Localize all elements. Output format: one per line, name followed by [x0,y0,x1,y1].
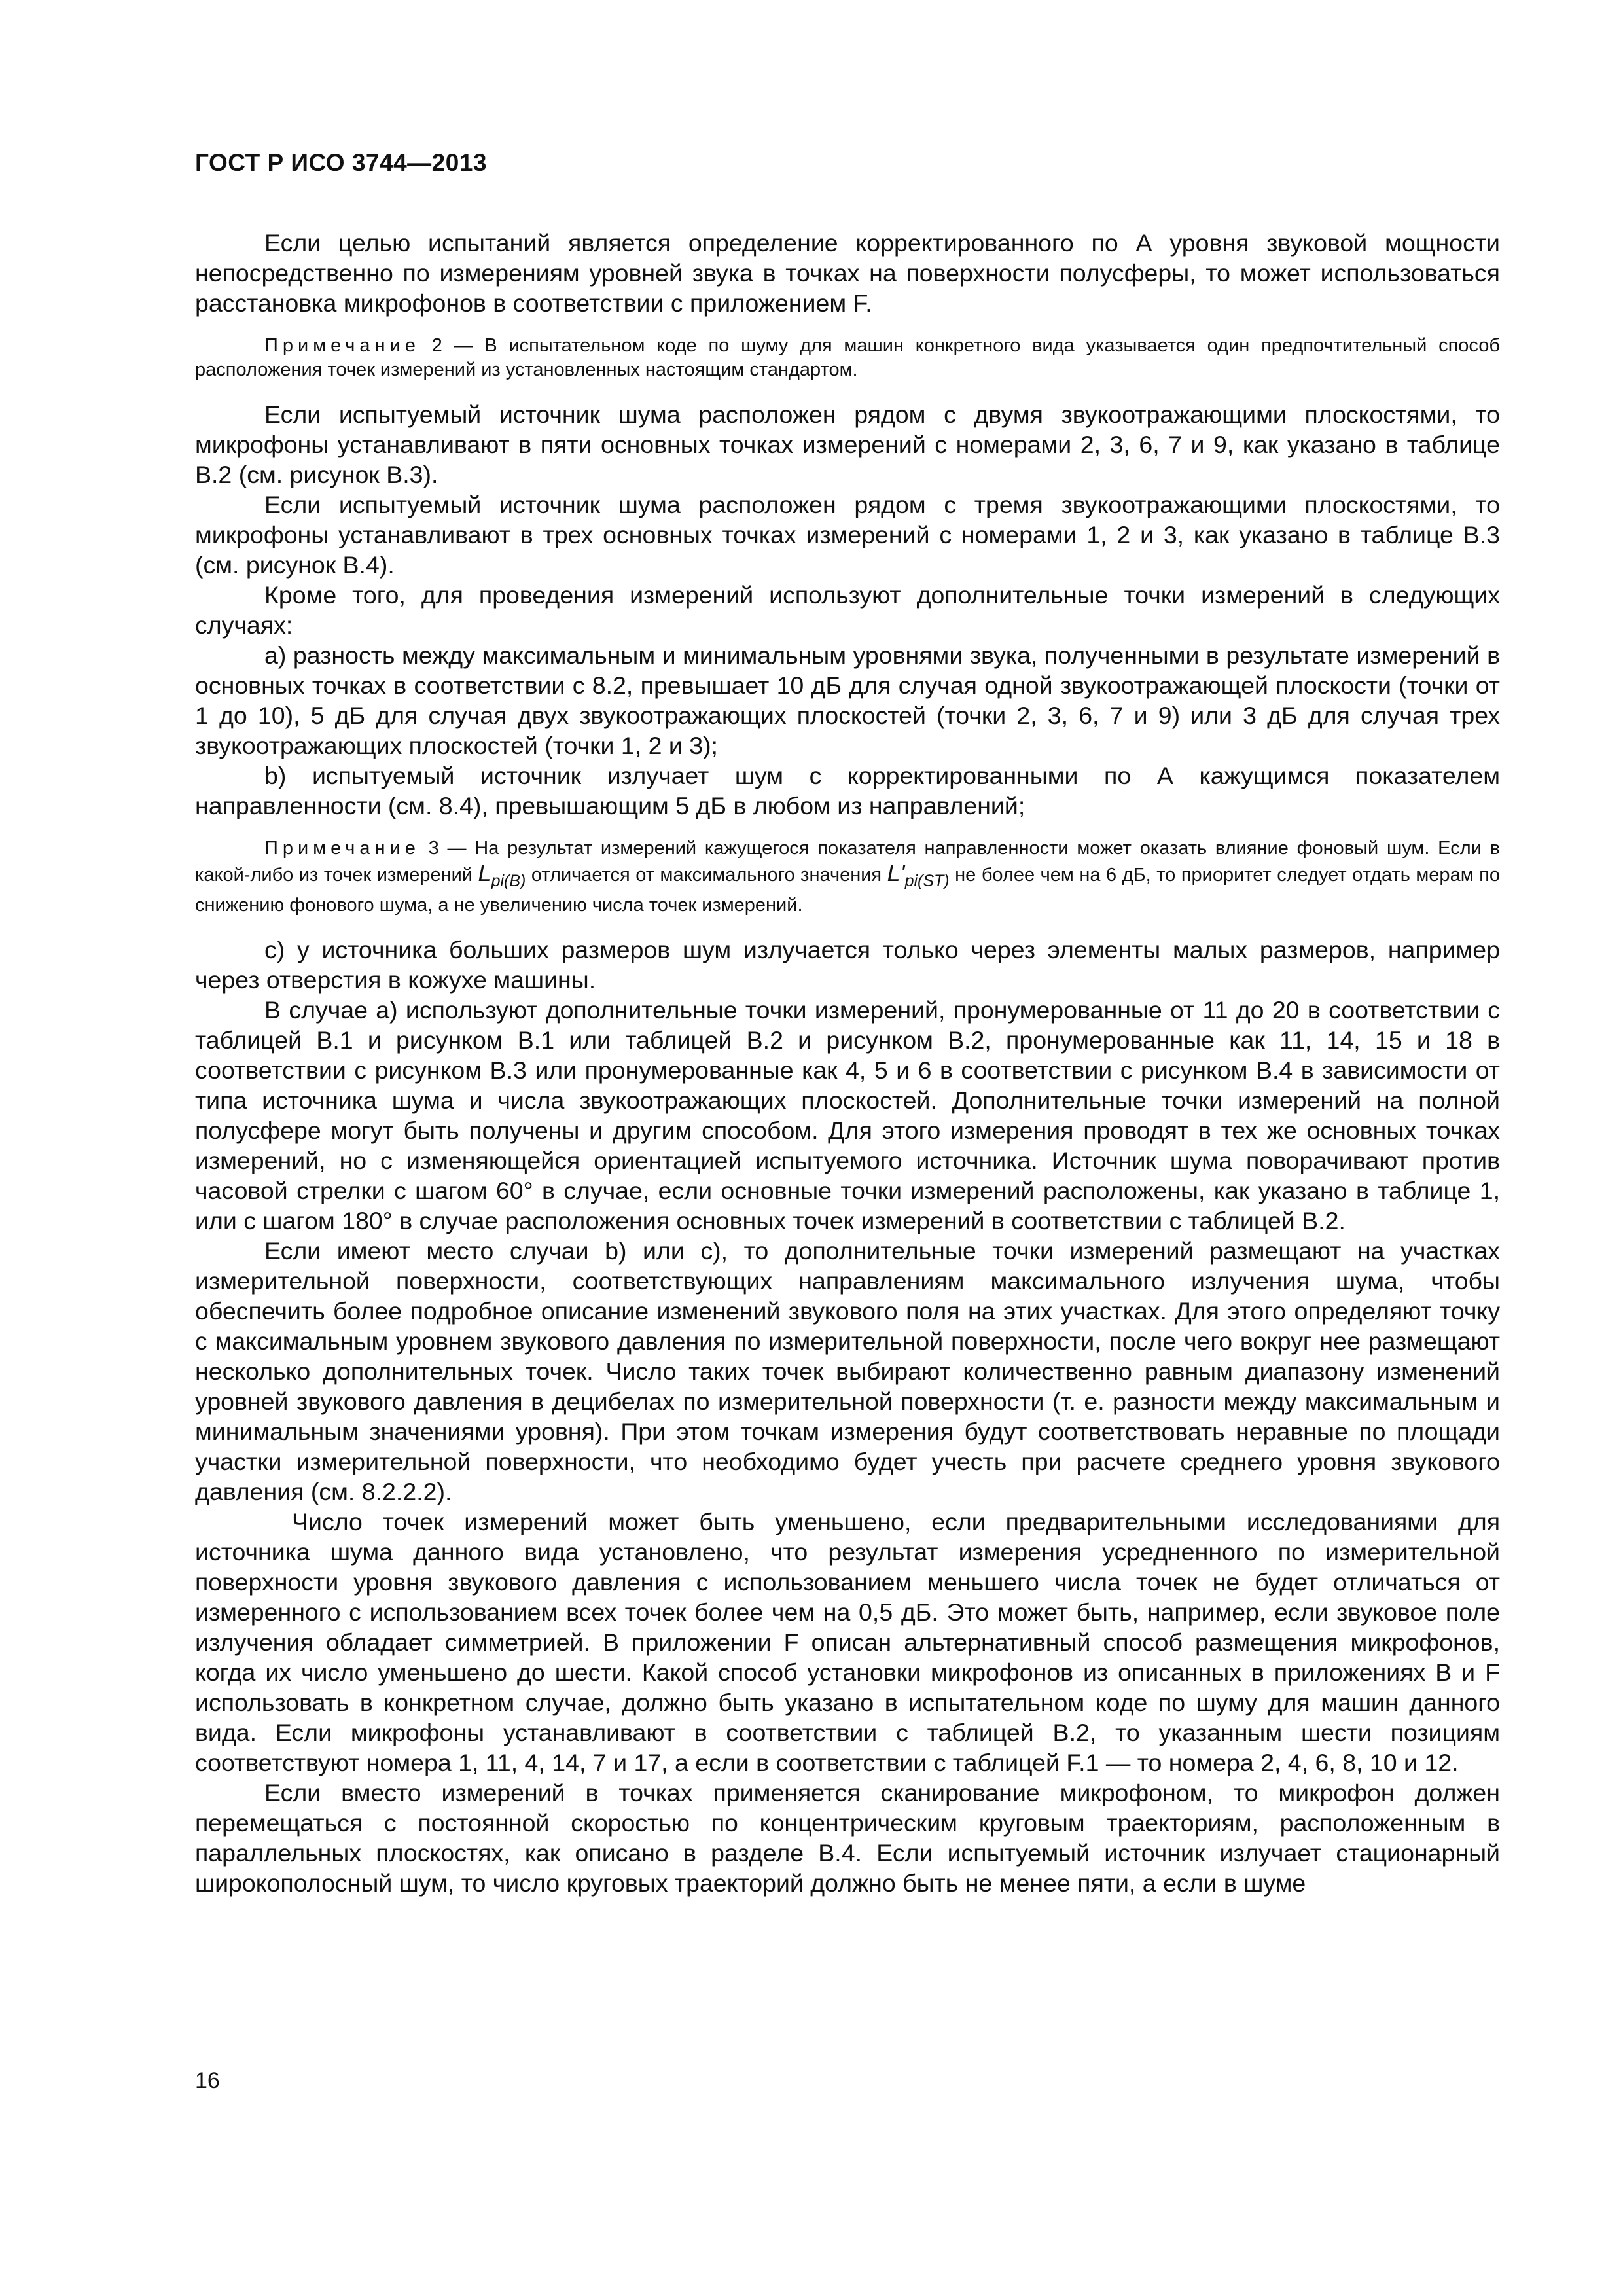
note-2 [195,334,1500,382]
formula-subscript: pi(B) [491,872,526,890]
note-label: Примечание [264,335,420,356]
formula-symbol: L' [887,859,905,886]
page-number: 16 [195,2068,220,2093]
list-item-b: b) испытуемый источник излучает шум с корректированными по А кажущимся показателем направленности (см. 8.4), превышающим 5 дБ в любом из направлений; [195,762,1500,819]
note-3 [195,836,1500,918]
paragraph-intro: Если целью испытаний является определение корректированного по А уровня звуковой мощности непосредственно по измерениям уровней звука в точках на поверхности полусферы, то может использоваться расстановка микрофонов в соответствии с приложением F. [195,229,1500,317]
document-body [195,228,1500,1898]
formula-symbol: L [478,859,491,886]
paragraph-three-planes: Если испытуемый источник шума расположен рядом с тремя звукоотражающими плоскостями, то микрофоны устанавливают в трех основных точках измерений с номерами 1, 2 и 3, как указано в таблице В.3 (см. рисунок В.4). [195,491,1500,579]
formula-lpi-st [887,859,950,890]
note-text-part: не более чем на 6 дБ, то приоритет следует отдать мерам по снижению фонового шума, а не увеличению числа точек измерений. [195,865,1500,916]
formula-subscript: pi(ST) [904,872,950,890]
note-text-part: отличается от максимального значения [526,865,887,886]
paragraph-case-bc: Если имеют место случаи b) или с), то дополнительные точки измерений размещают на участках измерительной поверхности, соответствующих направлениям максимального излучения шума, чтобы обеспечить более подробное описание изменений звукового поля на этих участках. Для этого определяют точку с максимальным уровнем звукового давления по измерительной поверхности, после чего вокруг нее размещают несколько дополнительных точек. Число таких точек выбирают количественно равным диапазону изменений уровней звукового давления в децибелах по измерительной поверхности (т. е. разности между максимальным и минимальным значениями уровня). При этом точкам измерения будут соответствовать неравные по площади участки измерительной поверхности, что необходимо будет учесть при расчете среднего уровня звукового давления (см. 8.2.2.2). [195,1237,1500,1505]
paragraph-case-a: В случае а) используют дополнительные точки измерений, пронумерованные от 11 до 20 в соответствии с таблицей В.1 и рисунком В.1 или таблицей В.2 и рисунком В.2, пронумерованные как 11, 14, 15 и 18 в соответствии с рисунком В.3 или пронумерованные как 4, 5 и 6 в соответствии с рисунком В.4 в зависимости от типа источника шума и числа звукоотражающих плоскостей. Дополнительные точки измерений на полной полусфере могут быть получены и другим способом. Для этого измерения проводят в тех же основных точках измерений, но с изменяющейся ориентацией испытуемого источника. Источник шума поворачивают против часовой стрелки с шагом 60° в случае, если основные точки измерений расположены, как указано в таблице 1, или с шагом 180° в случае расположения основных точек измерений в соответствии с таблицей В.2. [195,996,1500,1234]
document-header: ГОСТ Р ИСО 3744—2013 [195,149,487,176]
note-label: Примечание [264,838,420,859]
list-item-a: а) разность между максимальным и минимальным уровнями звука, полученными в результате измерений в основных точках в соответствии с 8.2, превышает 10 дБ для случая одной звукоотражающей плоскости (точки от 1 до 10), 5 дБ для случая двух звукоотражающих плоскостей (точки 2, 3, 6, 7 и 9) или 3 дБ для случая трех звукоотражающих плоскостей (точки 1, 2 и 3); [195,641,1500,759]
list-item-c: с) у источника больших размеров шум излучается только через элементы малых размеров, например через отверстия в кожухе машины. [195,936,1500,994]
paragraph-two-planes: Если испытуемый источник шума расположен рядом с двумя звукоотражающими плоскостями, то микрофоны устанавливают в пяти основных точках измерений с номерами 2, 3, 6, 7 и 9, как указано в таблице В.2 (см. рисунок В.3). [195,401,1500,488]
note-text-part: 3 — На результат измерений кажущегося показателя направленности может оказать влияние фоновый шум. Если в какой-либо из точек измерений [195,838,1500,886]
paragraph-scanning: Если вместо измерений в точках применяется сканирование микрофоном, то микрофон должен перемещаться с постоянной скоростью по концентрическим круговым траекториям, расположенным в параллельных плоскостях, как описано в разделе В.4. Если испытуемый источник излучает стационарный широкополосный шум, то число круговых траекторий должно быть не менее пяти, а если в шуме [195,1779,1500,1897]
paragraph-reduce-points: Число точек измерений может быть уменьшено, если предварительными исследованиями для источника шума данного вида установлено, что результат измерения усредненного по измерительной поверхности уровня звукового давления с использованием меньшего числа точек не будет отличаться от измеренного с использованием всех точек более чем на 0,5 дБ. Это может быть, например, если звуковое поле излучения обладает симметрией. В приложении F описан альтернативный способ размещения микрофонов, когда их число уменьшено до шести. Какой способ установки микрофонов из описанных в приложениях В и F использовать в конкретном случае, должно быть указано в испытательном коде по шуму для машин данного вида. Если микрофоны устанавливают в соответствии с таблицей В.2, то указанным шести позициям соответствуют номера 1, 11, 4, 14, 7 и 17, а если в соответствии с таблицей F.1 — то номера 2, 4, 6, 8, 10 и 12. [195,1508,1500,1776]
paragraph-additional-points: Кроме того, для проведения измерений используют дополнительные точки измерений в следующих случаях: [195,581,1500,639]
formula-lpi-b [478,859,526,890]
note-text: 2 — В испытательном коде по шуму для машин конкретного вида указывается один предпочтительный способ расположения точек измерений из установленных настоящим стандартом. [195,335,1500,380]
